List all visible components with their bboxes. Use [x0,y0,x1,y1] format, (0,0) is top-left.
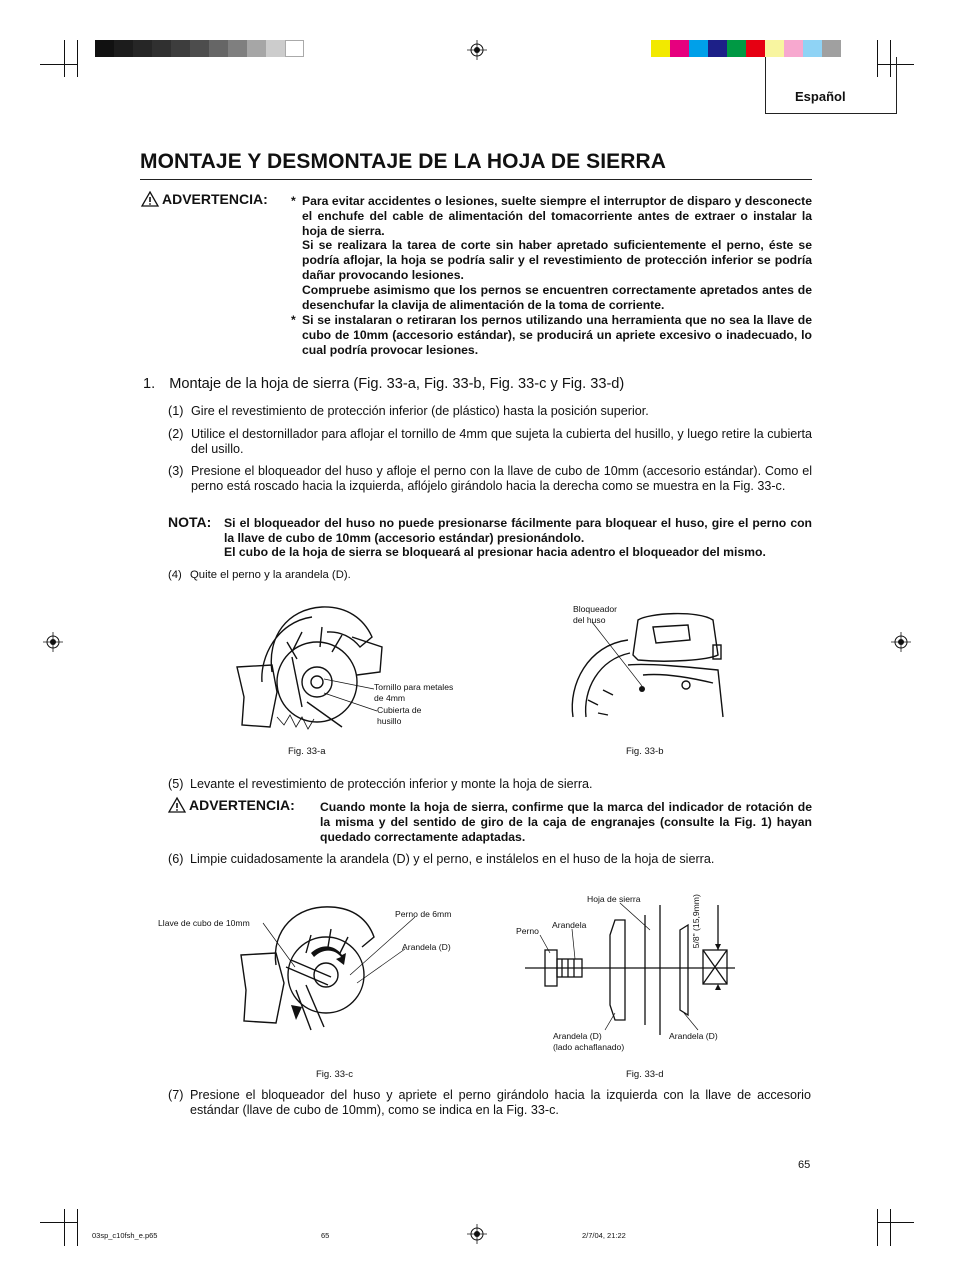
label-screw: de 4mm [374,693,406,703]
label-dimension: 5/8" (15,9mm) [690,894,701,949]
leader-line [590,620,650,690]
label-screw: Tornillo para metales [374,682,454,692]
page-title: MONTAJE Y DESMONTAJE DE LA HOJA DE SIERRA [140,150,667,173]
registration-mark-icon [467,1224,487,1244]
leader-line [322,673,382,713]
step-text: Levante el revestimiento de protección inferior y monte la hoja de sierra. [190,777,593,791]
step-text: Gire el revestimiento de protección inferior (de plástico) hasta la posición superior. [191,404,649,418]
page-number: 65 [798,1159,811,1171]
crop-mark [64,1209,65,1246]
step-number: (3) [168,464,184,478]
crop-mark [877,1209,878,1246]
figure-caption: Fig. 33-a [288,746,326,757]
section-heading-text: Montaje de la hoja de sierra (Fig. 33-a, Fig. 33-b, Fig. 33-c y Fig. 33-d) [169,376,625,392]
title-underline [140,179,812,180]
crop-mark [890,1209,891,1246]
section-number: 1. [143,376,156,392]
step-text: Utilice el destornillador para aflojar el tornillo de 4mm que sujeta la cubierta del husillo, y luego retire la cubierta del usillo. [191,427,812,456]
crop-mark [64,40,65,77]
crop-mark [77,40,78,77]
registration-mark-icon [43,632,63,652]
warning-paragraph: Compruebe asimismo que los pernos se encuentren correctamente apretados antes de desenchufar la clavija de alimentación de la toma de corriente. [302,283,812,312]
label-washer-d-chamfered: (lado achaflanado) [553,1042,625,1052]
language-label: Español [795,89,846,104]
label-spindle-lock: Bloqueador [573,604,617,614]
step-number: (6) [168,852,184,866]
step-text: Limpie cuidadosamente la arandela (D) y el perno, e instálelos en el huso de la hoja de sierra. [190,852,715,866]
note-text: Si el bloqueador del huso no puede presionarse fácilmente para bloquear el huso, gire el perno con la llave de cubo de 10mm (accesorio estándar) presionándolo. [224,516,812,545]
step-text: Presione el bloqueador del huso y apriete el perno girándolo hacia la izquierda con la llave de accesorio estándar (llave de cubo de 10mm), como se indica en la Fig. 33-c. [190,1088,811,1117]
warning-triangle-icon [141,191,159,207]
figure-caption: Fig. 33-d [626,1069,664,1080]
step-text: Quite el perno y la arandela (D). [190,569,351,581]
warning-label [141,191,268,207]
step-number: (7) [168,1088,184,1102]
footer-file: 03sp_c10fsh_e.p65 [92,1231,158,1240]
label-arandela: Arandela [552,920,587,930]
step-number: (2) [168,427,184,441]
footer-date: 2/7/04, 21:22 [582,1231,626,1240]
warning-bullet-star: * [291,194,296,208]
step-number: (4) [168,569,182,581]
registration-mark-icon [891,632,911,652]
label-wrench: Llave de cubo de 10mm [158,918,250,928]
step-number: (1) [168,404,184,418]
label-perno: Perno [516,926,539,936]
label-bolt: Perno de 6mm [395,909,452,919]
leader-line [255,915,455,995]
figure-caption: Fig. 33-c [316,1069,353,1080]
warning-label [168,797,295,813]
warning-paragraph: Cuando monte la hoja de sierra, confirme que la marca del indicador de rotación de la misma y del sentido de giro de la caja de engranajes (consulte la Fig. 1) hayan quedado correctamente adaptadas. [320,800,812,844]
warning-paragraph: Si se instalaran o retiraran los pernos utilizando una herramienta que no sea la llave de cubo de 10mm (accesorio estándar), se producirá un apriete excesivo o inadecuado, lo cual podría provocar lesiones. [302,313,812,357]
label-cover: husillo [377,716,402,726]
warning-triangle-icon [168,797,186,813]
label-washer-d-chamfered: Arandela (D) [553,1031,602,1041]
label-blade: Hoja de sierra [587,894,641,904]
crop-mark [40,64,77,65]
note-label: NOTA: [168,514,212,530]
crop-mark [877,1222,914,1223]
note-text: El cubo de la hoja de sierra se bloqueará al presionar hacia adentro el bloqueador del mismo. [224,545,766,559]
label-spindle-lock: del huso [573,615,606,625]
warning-label-text: ADVERTENCIA: [189,797,295,813]
crop-mark [40,1222,77,1223]
crop-mark [77,1209,78,1246]
step-text: Presione el bloqueador del huso y afloje el perno con la llave de cubo de 10mm (accesorio estándar). Como el perno está roscado hacia la izquierda, aflójelo girándolo hacia la derecha como se muestra en la Fig. 33-c. [191,464,812,493]
label-washer-d: Arandela (D) [669,1031,718,1041]
registration-mark-icon [467,40,487,60]
warning-bullet-star: * [291,313,296,327]
language-tab [765,57,897,114]
warning-paragraph: Para evitar accidentes o lesiones, suelte siempre el interruptor de disparo y desconecte el enchufe del cable de alimentación del tomacorriente antes de extraer o instalar la hoja de sierra. [302,194,812,238]
footer-file-page: 65 [321,1231,330,1240]
fig-33a-illustration [232,597,382,737]
warning-paragraph: Si se realizara la tarea de corte sin haber apretado suficientemente el perno, éste se podría aflojar, la hoja se podría salir y el revestimiento de protección inferior se podría dañar provocando lesiones. [302,238,812,282]
figure-caption: Fig. 33-b [626,746,664,757]
fig-33d-illustration [520,895,760,1035]
step-number: (5) [168,777,184,791]
section-heading [143,376,624,392]
label-washer: Arandela (D) [402,942,451,952]
warning-label-text: ADVERTENCIA: [162,191,268,207]
label-cover: Cubierta de [377,705,422,715]
